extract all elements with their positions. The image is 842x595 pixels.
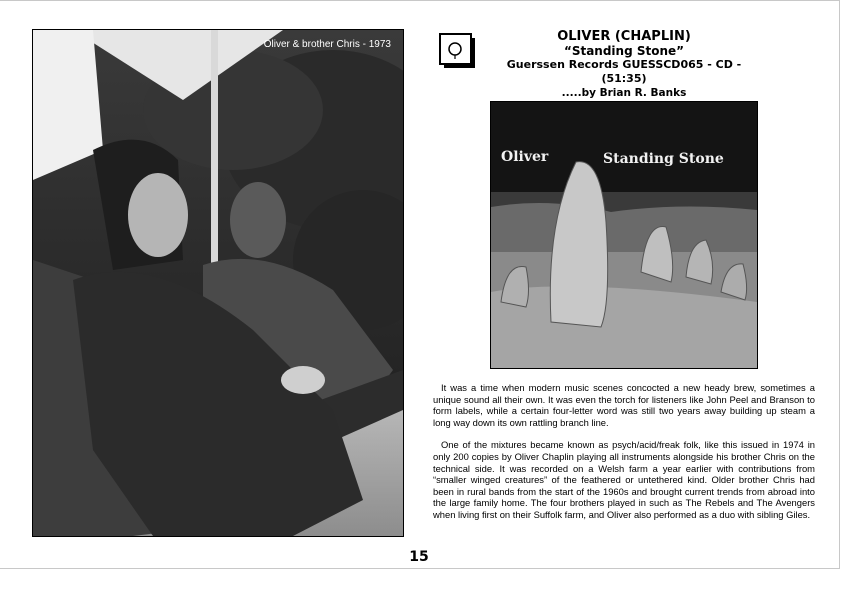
cover-artist-text: Oliver: [501, 149, 549, 165]
album-cover-image: [491, 102, 757, 368]
review-album: “Standing Stone”: [563, 44, 685, 58]
body-paragraph: One of the mixtures became known as psych/acid/freak folk, like this issued in 1974 in only 200 copies by Oliver Chaplin playing all instruments alongside his brother Chris on the technical side. It was recorded on a Welsh farm a year earlier with contributions from “smaller winged creatures” of the feathered or untethered kind. Older brother Chris had been in rural bands from the start of the 1960s and brought current trends from abroad into the large family home. The four brothers played in such as The Rebels and The Avengers when living first on their Suffolk farm, and Oliver also performed as a duo with sibling Giles.: [433, 439, 815, 520]
cd-icon: [438, 32, 478, 70]
band-photo: [32, 29, 404, 537]
album-cover: [490, 101, 758, 369]
body-paragraph: It was a time when modern music scenes concocted a new heady brew, sometimes a unique sound all their own. It was even the torch for listeners like John Peel and Branson to form labels, while a certain four-letter word was still two years away building up steam a long way down its own rattling branch line.: [433, 382, 815, 428]
review-byline: .....by Brian R. Banks: [561, 87, 687, 99]
review-label-line: Guerssen Records GUESSCD065 - CD - (51:35): [506, 58, 742, 85]
band-photo-image: [33, 30, 403, 536]
review-body: [433, 382, 815, 532]
review-header: [490, 29, 758, 100]
page-number: 15: [409, 549, 429, 565]
cover-album-text: Standing Stone: [603, 151, 724, 167]
photo-caption: Oliver & brother Chris - 1973: [263, 39, 391, 50]
review-artist: OLIVER (CHAPLIN): [557, 29, 691, 44]
